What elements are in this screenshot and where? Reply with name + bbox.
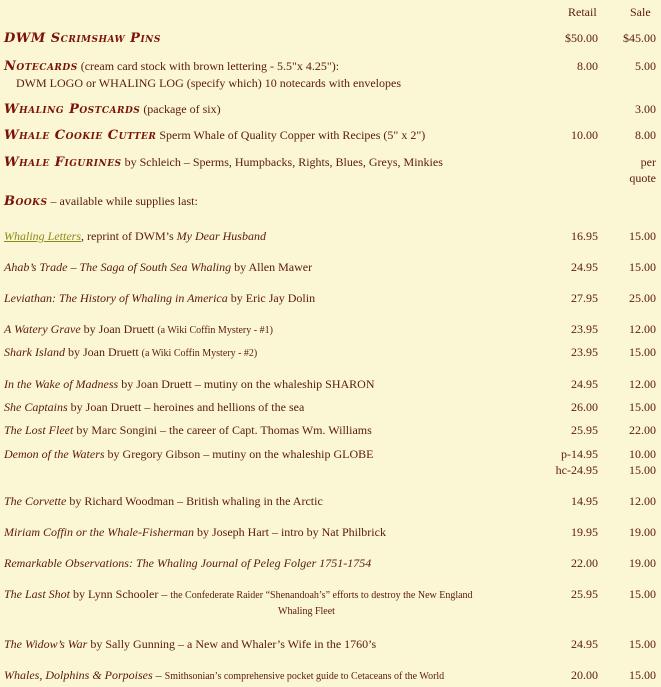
- sale-price: 8.00: [635, 128, 656, 142]
- book-subtitle: My Dear Husband: [176, 229, 266, 243]
- sale-price: 15.00: [629, 345, 656, 359]
- sale-price: 12.00: [629, 494, 656, 508]
- sale-price: 3.00: [635, 102, 656, 116]
- retail-price: 24.95: [571, 260, 598, 274]
- retail-price: 25.95: [571, 423, 598, 437]
- retail-price: 14.95: [571, 494, 598, 508]
- retail-price: 24.95: [571, 377, 598, 391]
- book-title: The Lost Fleet: [4, 423, 74, 437]
- book-author: by Eric Jay Dolin: [227, 291, 316, 305]
- sale-price: 12.00: [629, 377, 656, 391]
- product-description: Sperm Whale of Quality Copper with Recipes (5" x 2"): [156, 128, 426, 142]
- category-label: DWM Scrimshaw Pins: [4, 31, 161, 46]
- sale-price: 25.00: [629, 291, 656, 305]
- retail-price: 16.95: [571, 229, 598, 243]
- category-label: Books: [4, 194, 48, 209]
- book-title: A Watery Grave: [4, 322, 81, 336]
- book-author: by Marc Songini – the career of Capt. Thomas Wm. Williams: [73, 423, 372, 437]
- retail-price: 27.95: [571, 291, 598, 305]
- sale-price: 15.00: [629, 587, 656, 601]
- category-label: Whale Figurines: [4, 155, 122, 170]
- retail-price: 10.00: [571, 128, 598, 142]
- book-title: The Corvette: [4, 494, 67, 508]
- retail-price: p-14.95 hc-24.95: [555, 447, 598, 477]
- retail-price: 8.00: [577, 59, 598, 73]
- book-title: Shark Island: [4, 345, 65, 359]
- sale-price: 15.00: [629, 229, 656, 243]
- retail-price: $50.00: [565, 31, 598, 45]
- book-note-line2: Whaling Fleet: [278, 606, 335, 617]
- book-author: by Joan Druett: [65, 345, 142, 359]
- book-title: She Captains: [4, 400, 68, 414]
- book-title: Remarkable Observations: The Whaling Journal of Peleg Folger 1751-1754: [4, 556, 372, 570]
- book-note: the Confederate Raider “Shenandoah’s” efforts to destroy the New England: [170, 590, 473, 601]
- retail-price: 23.95: [571, 345, 598, 359]
- book-title: Whales, Dolphins & Porpoises: [4, 668, 153, 682]
- book-title: In the Wake of Madness: [4, 377, 119, 391]
- retail-price: 24.95: [571, 637, 598, 651]
- section-note: – available while supplies last:: [47, 194, 198, 208]
- sale-price: 19.00: [629, 556, 656, 570]
- retail-price: 26.00: [571, 400, 598, 414]
- book-author: by Gregory Gibson – mutiny on the whaleship GLOBE: [104, 447, 374, 461]
- sale-price: 22.00: [629, 423, 656, 437]
- book-author: by Lynn Schooler –: [70, 587, 171, 601]
- sale-price: 5.00: [635, 59, 656, 73]
- book-note: (a Wiki Coffin Mystery - #2): [141, 348, 258, 359]
- sale-column-header: Sale: [630, 5, 651, 19]
- sale-price: 15.00: [629, 637, 656, 651]
- retail-price: 19.95: [571, 525, 598, 539]
- retail-price: 25.95: [571, 587, 598, 601]
- book-title: Demon of the Waters: [4, 447, 105, 461]
- book-author: by Joan Druett – heroines and hellions of the sea: [67, 400, 305, 414]
- sale-price: 12.00: [629, 322, 656, 336]
- sale-price: 15.00: [629, 260, 656, 274]
- sale-price: 19.00: [629, 525, 656, 539]
- book-title: Ahab’s Trade – The Saga of South Sea Whaling: [4, 260, 232, 274]
- product-description-line2: DWM LOGO or WHALING LOG (specify which) 10 notecards with envelopes: [16, 76, 402, 90]
- book-author: by Joan Druett – mutiny on the whaleship SHARON: [118, 377, 375, 391]
- category-label: Notecards: [4, 59, 78, 74]
- book-author: by Joan Druett: [80, 322, 158, 336]
- book-title: The Widow’s War: [4, 637, 88, 651]
- sale-price: per quote: [629, 155, 656, 185]
- retail-price: 20.00: [571, 668, 598, 682]
- retail-price: 23.95: [571, 322, 598, 336]
- book-title-link[interactable]: Whaling Letters: [4, 229, 81, 243]
- category-label: Whaling Postcards: [4, 102, 141, 117]
- sale-price: 15.00: [629, 400, 656, 414]
- book-author: –: [152, 668, 165, 682]
- book-author: by Richard Woodman – British whaling in the Arctic: [66, 494, 323, 508]
- book-note: Smithsonian’s comprehensive pocket guide to Cetaceans of the World: [164, 671, 445, 682]
- book-note: (a Wiki Coffin Mystery - #1): [157, 325, 273, 336]
- book-author: by Allen Mawer: [231, 260, 313, 274]
- book-note: , reprint of DWM’s: [81, 229, 177, 243]
- sale-price: 10.00 15.00: [629, 447, 656, 477]
- category-label: Whale Cookie Cutter: [4, 128, 157, 143]
- sale-price: 15.00: [629, 668, 656, 682]
- product-description: (cream card stock with brown lettering - 5.5"x 4.25"):: [77, 59, 340, 73]
- book-author: by Sally Gunning – a New and Whaler’s Wife in the 1760’s: [87, 637, 377, 651]
- book-title: Miriam Coffin or the Whale-Fisherman: [4, 525, 194, 539]
- book-title: The Last Shot: [4, 587, 71, 601]
- book-author: by Joseph Hart – intro by Nat Philbrick: [193, 525, 386, 539]
- sale-price: $45.00: [623, 31, 656, 45]
- product-description: by Schleich – Sperms, Humpbacks, Rights, Blues, Greys, Minkies: [121, 155, 443, 169]
- product-description: (package of six): [140, 102, 221, 116]
- retail-column-header: Retail: [568, 5, 597, 19]
- book-title: Leviathan: The History of Whaling in America: [4, 291, 228, 305]
- retail-price: 22.00: [571, 556, 598, 570]
